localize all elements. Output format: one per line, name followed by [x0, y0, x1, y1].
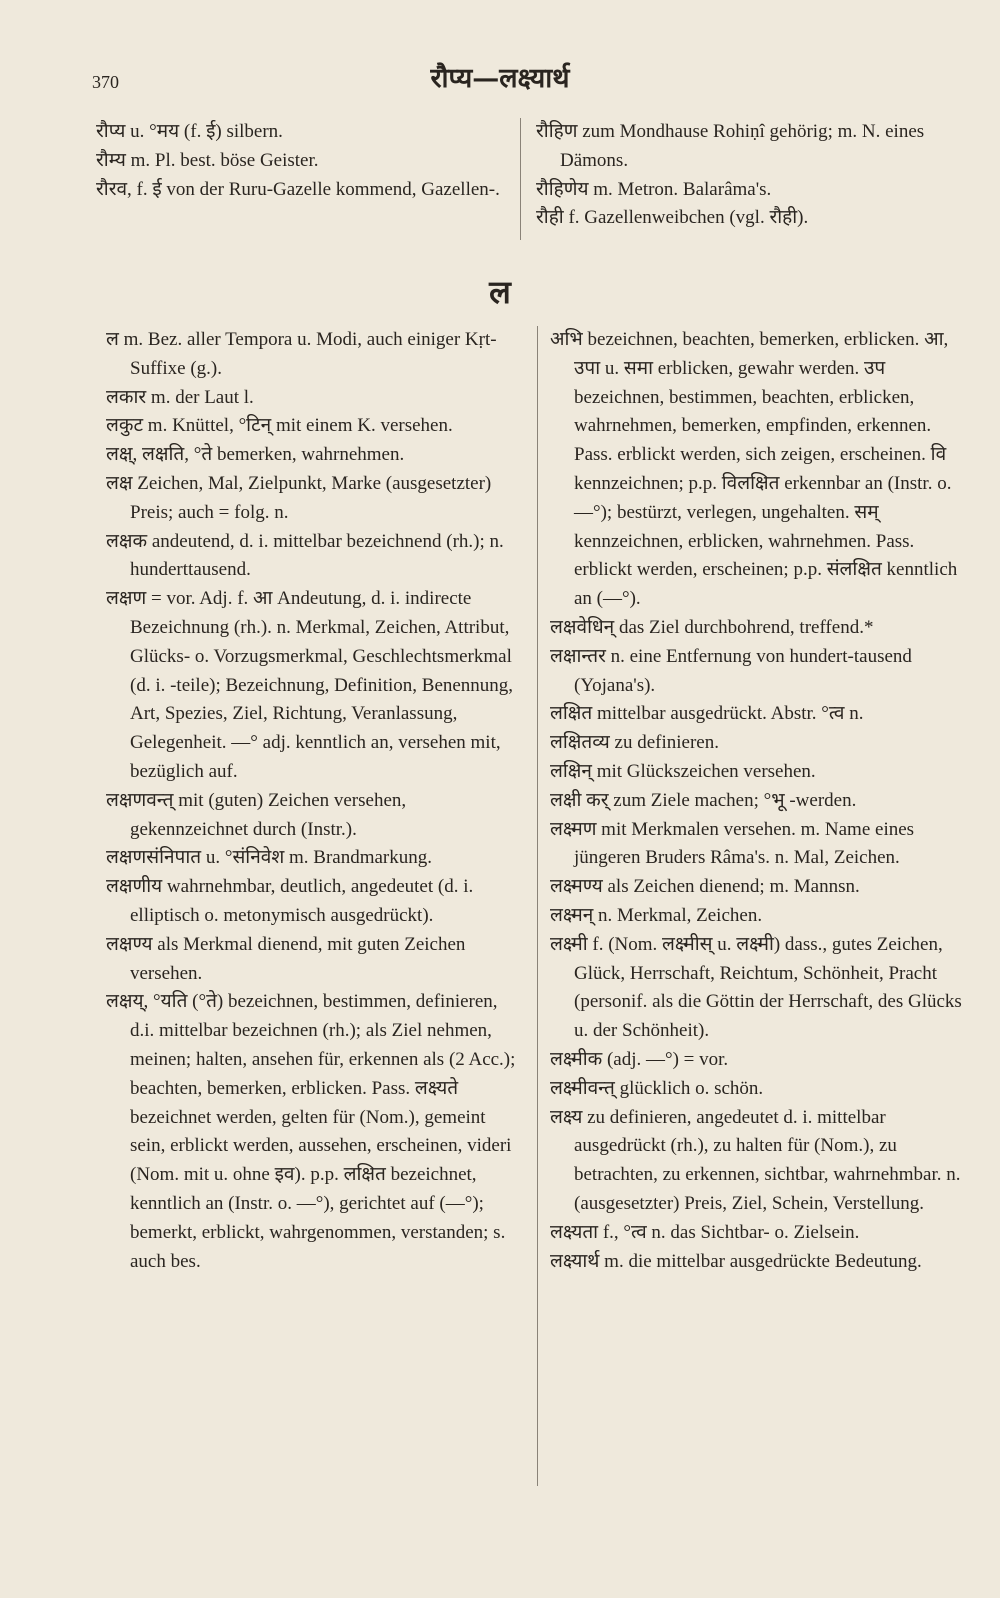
entry: लक्षित mittelbar ausgedrückt. Abstr. °त्व n. [550, 703, 864, 725]
entry: लक्षान्तर n. eine Entfernung von hundert-tausend (Yojana's). [550, 645, 912, 696]
entry: लक्ष्, लक्षति, °ते bemerken, wahrnehmen. [106, 444, 405, 466]
entry: लक्षक andeutend, d. i. mittelbar bezeichnend (rh.); n. hunderttausend. [106, 530, 504, 581]
entry: लक्षी कर् zum Ziele machen; °भू -werden. [550, 789, 857, 811]
entry: लक्षय्, °यति (°ते) bezeichnen, bestimmen, definieren, d.i. mittelbar bezeichnen (rh.); als Ziel nehmen, meinen; halten, ansehen für, erkennen als (2 Acc.); beachten, bemerken, erblicken. Pass. लक्ष्यते bezeichnet werden, gelten für (Nom.), gemeint sein, erblickt werden, aussehen, erscheinen, videri (Nom. mit u. ohne इव). p.p. लक्षित bezeichnet, kenntlich an (Instr. o. —°), gerichtet auf (—°); bemerkt, erblickt, wahrgenommen, verstanden; s. auch bes. [106, 991, 516, 1272]
running-head: रौप्य—लक्ष्यार्थ [430, 63, 570, 94]
entry: रौहिण zum Mondhause Rohiṇî gehörig; m. N. eines Dämons. [536, 121, 925, 171]
entry: लक्षण = vor. Adj. f. आ Andeutung, d. i. indirecte Bezeichnung (rh.). n. Merkmal, Zeichen, Attribut, Glücks- o. Vorzugsmerkmal, Geschlechtsmerkmal (d. i. -teile); Bezeichnung, Definition, Benennung, Art, Spezies, Ziel, Richtung, Veranlassung, Gelegenheit. —° adj. kenntlich an, versehen mit, bezüglich auf. [106, 588, 514, 782]
entry: लकार m. der Laut l. [106, 386, 254, 408]
entry: लक्षण्य als Merkmal dienend, mit guten Zeichen versehen. [106, 933, 466, 984]
main-left-column [106, 326, 524, 1276]
entry: लक्षितव्य zu definieren. [550, 732, 719, 754]
entry: लक्ष्मीक (adj. —°) = vor. [550, 1048, 729, 1070]
top-left-column [96, 118, 506, 204]
entry: लक्ष्य zu definieren, angedeutet d. i. mittelbar ausgedrückt (rh.), zu halten für (Nom.), zu betrachten, zu erkennen, sichtbar, wahrnehmbar. n. (ausgesetzter) Preis, Ziel, Schein, Verstellung. [550, 1106, 961, 1214]
column-rule [537, 326, 538, 1486]
entry: रौप्य u. °मय (f. ई) silbern. [96, 121, 283, 142]
column-rule [520, 118, 521, 240]
entry: लक्ष्यार्थ m. die mittelbar ausgedrückte Bedeutung. [550, 1250, 922, 1272]
entry: लक्ष Zeichen, Mal, Zielpunkt, Marke (ausgesetzter) Preis; auch = folg. n. [106, 472, 492, 523]
entry: लक्षिन् mit Glückszeichen versehen. [550, 760, 816, 782]
entry: लक्ष्मण mit Merkmalen versehen. m. Name eines jüngeren Bruders Râma's. n. Mal, Zeichen. [550, 818, 915, 869]
top-right-column [536, 118, 956, 233]
entry: रौम्य m. Pl. best. böse Geister. [96, 149, 319, 171]
entry: लक्ष्मीवन्त् glücklich o. schön. [550, 1077, 764, 1099]
entry: रौही f. Gazellenweibchen (vgl. रौही). [536, 207, 809, 229]
entry: अभि bezeichnen, beachten, bemerken, erblicken. आ, उपा u. समा erblicken, gewahr werden. उप bezeichnen, bestimmen, beachten, erblicken, wahrnehmen, bemerken, empfinden, erkennen. Pass. erblickt werden, sich zeigen, erscheinen. वि kennzeichnen; p.p. विलक्षित erkennbar an (Instr. o. —°); bestürzt, verlegen, ungehalten. सम् kennzeichnen, erblicken, wahrnehmen. Pass. erblickt werden, erscheinen; p.p. संलक्षित kenntlich an (—°). [550, 329, 958, 610]
entry: ल m. Bez. aller Tempora u. Modi, auch einiger Kṛt-Suffixe (g.). [106, 329, 497, 379]
main-right-column [550, 326, 970, 1276]
page-number: 370 [92, 72, 119, 92]
entry: लकुट m. Knüttel, °टिन् mit einem K. versehen. [106, 415, 453, 437]
entry: लक्ष्मन् n. Merkmal, Zeichen. [550, 904, 763, 926]
section-letter: ल [489, 273, 511, 311]
entry: लक्षणसंनिपात u. °संनिवेश m. Brandmarkung. [106, 847, 432, 869]
entry: लक्ष्मण्य als Zeichen dienend; m. Mannsn. [550, 876, 860, 898]
entry: लक्ष्मी f. (Nom. लक्ष्मीस् u. लक्ष्मी) dass., gutes Zeichen, Glück, Herrschaft, Reichtum, Schönheit, Pracht (personif. als die Göttin der Herrschaft, des Glücks u. der Schönheit). [550, 933, 962, 1042]
entry: लक्ष्यता f., °त्व n. das Sichtbar- o. Zielsein. [550, 1221, 860, 1243]
entry: लक्षणवन्त् mit (guten) Zeichen versehen, gekennzeichnet durch (Instr.). [106, 789, 407, 840]
entry: लक्षणीय wahrnehmbar, deutlich, angedeutet (d. i. elliptisch o. metonymisch ausgedrückt). [106, 876, 474, 926]
entry: रौरव, f. ई von der Ruru-Gazelle kommend, Gazellen-. [96, 178, 500, 200]
entry: लक्षवेधिन् das Ziel durchbohrend, treffend.* [550, 616, 874, 638]
entry: रौहिणेय m. Metron. Balarâma's. [536, 178, 772, 200]
